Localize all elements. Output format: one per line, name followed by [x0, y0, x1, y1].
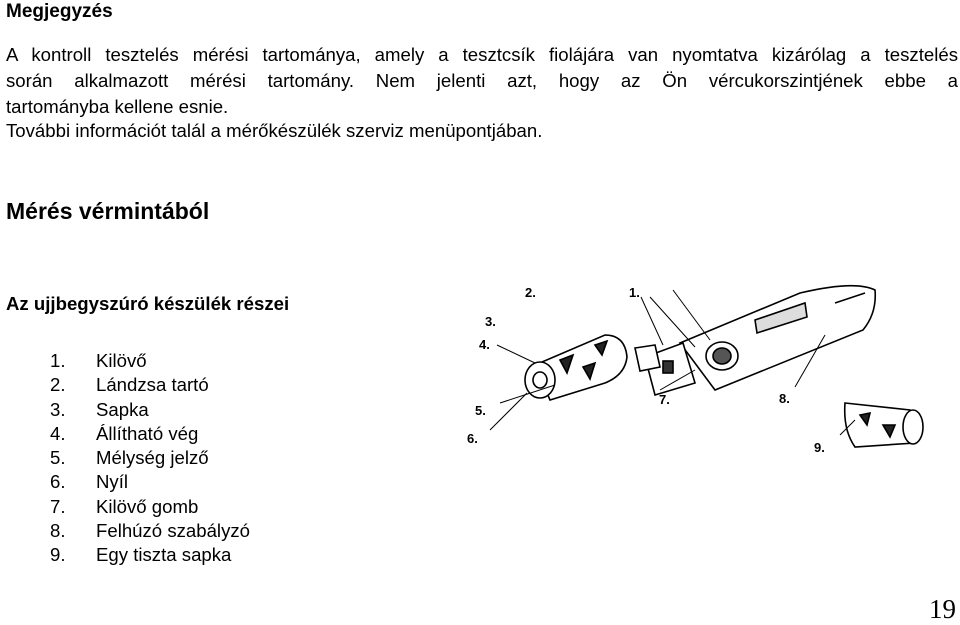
item-number: 4.: [50, 422, 66, 444]
note-heading: Megjegyzés: [6, 1, 113, 22]
list-item: [50, 543, 250, 567]
item-number: 5.: [50, 447, 66, 469]
item-label: Sapka: [96, 398, 149, 420]
list-item: [50, 349, 250, 373]
item-label: Mélység jelző: [96, 447, 209, 469]
list-item: [50, 470, 250, 494]
item-number: 6.: [50, 471, 66, 493]
item-label: Egy tiszta sapka: [96, 544, 232, 566]
item-number: 9.: [50, 544, 66, 566]
note-line-1: A kontroll tesztelés mérési tartománya, amely a tesztcsík fiolájára van nyomtatva kizárólag a tesztelés: [6, 44, 958, 65]
callout-label: 4.: [479, 337, 490, 352]
callout-label: 3.: [485, 314, 496, 329]
callout-label: 6.: [467, 431, 478, 446]
list-item: [50, 422, 250, 446]
item-label: Felhúzó szabályzó: [96, 520, 250, 542]
list-item: [50, 519, 250, 543]
parts-subheading: Az ujjbegyszúró készülék részei: [6, 293, 290, 314]
item-label: Kilövő: [96, 350, 147, 371]
callout-label: 7.: [659, 392, 670, 407]
list-item: [50, 446, 250, 470]
item-number: 3.: [50, 398, 66, 420]
note-line-2: során alkalmazott mérési tartomány. Nem jelenti azt, hogy az Ön vércukorszintjének ebbe a: [6, 70, 958, 91]
item-label: Kilövő gomb: [96, 495, 199, 517]
item-number: 7.: [50, 495, 66, 517]
callout-label: 2.: [525, 285, 536, 300]
section-title: Mérés vérmintából: [6, 198, 210, 224]
item-label: Nyíl: [96, 471, 129, 493]
item-label: Lándzsa tartó: [96, 374, 209, 396]
callout-label: 9.: [814, 440, 825, 455]
callout-label: 5.: [475, 403, 486, 418]
list-item: [50, 373, 250, 397]
item-number: 1.: [50, 350, 66, 371]
note-line-4: További információt talál a mérőkészülék szerviz menüpontjában.: [6, 120, 543, 141]
lancing-device-diagram: [455, 275, 960, 470]
callout-label: 8.: [779, 391, 790, 406]
callout-label: 1.: [629, 285, 640, 300]
item-label: Állítható vég: [96, 422, 199, 444]
list-item: [50, 495, 250, 519]
item-number: 2.: [50, 374, 66, 396]
list-item: [50, 398, 250, 422]
note-line-3: tartományba kellene esnie.: [6, 96, 229, 117]
device-barrel: [680, 286, 875, 390]
item-number: 8.: [50, 520, 66, 542]
page-number: 19: [929, 594, 956, 624]
parts-list: [50, 349, 250, 568]
